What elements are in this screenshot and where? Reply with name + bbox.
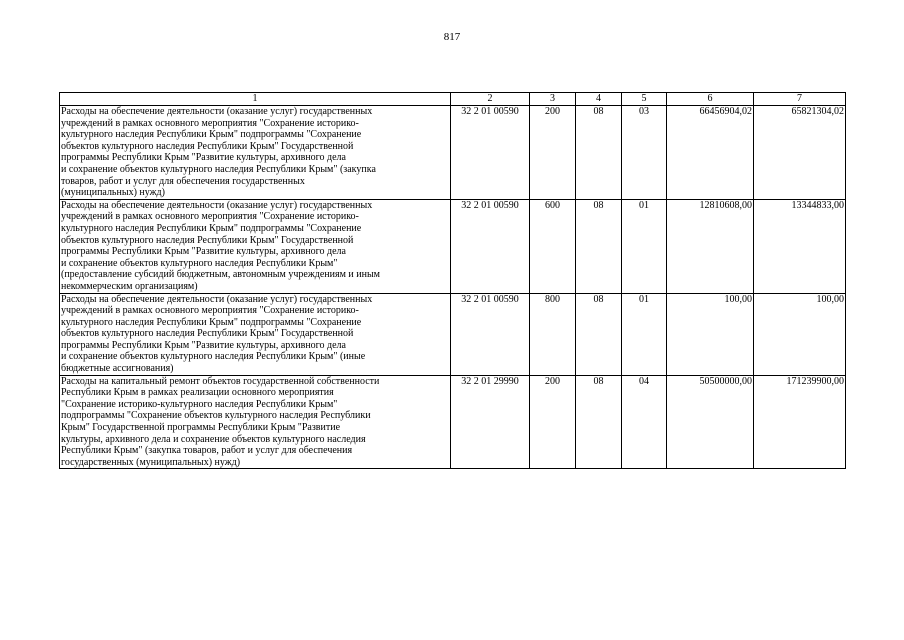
description-line: культурного наследия Республики Крым" подпрограммы "Сохранение xyxy=(61,222,362,234)
expense-type-cell: 200 xyxy=(530,375,576,469)
description-line: Расходы на капитальный ремонт объектов государственной собственности xyxy=(61,375,380,387)
header-cell: 5 xyxy=(622,93,667,106)
description-line: (муниципальных) нужд) xyxy=(61,187,165,199)
description-line: программы Республики Крым "Развитие культуры, архивного дела xyxy=(61,246,346,258)
description-line: и сохранение объектов культурного наследия Республики Крым" (закупка xyxy=(61,163,376,175)
description-line: Республики Крым в рамках реализации основного мероприятия xyxy=(61,387,334,399)
description-line: товаров, работ и услуг для обеспечения государственных xyxy=(61,175,305,187)
description-line: культурного наследия Республики Крым" подпрограммы "Сохранение xyxy=(61,316,362,328)
description-line: и сохранение объектов культурного наследия Республики Крым" (иные xyxy=(61,351,366,363)
subsection-cell: 01 xyxy=(622,293,667,375)
description-line: "Сохранение историко-культурного наследия Республики Крым" xyxy=(61,398,338,410)
code-cell: 32 2 01 00590 xyxy=(451,106,530,200)
description-cell xyxy=(60,106,451,200)
subsection-cell: 01 xyxy=(622,199,667,293)
description-line: учреждений в рамках основного мероприятия "Сохранение историко- xyxy=(61,117,359,129)
expense-type-cell: 600 xyxy=(530,199,576,293)
section-cell: 08 xyxy=(576,106,622,200)
code-cell: 32 2 01 00590 xyxy=(451,199,530,293)
amount-cell: 66456904,02 xyxy=(667,106,754,200)
amount-cell: 171239900,00 xyxy=(754,375,846,469)
amount-cell: 12810608,00 xyxy=(667,199,754,293)
subsection-cell: 04 xyxy=(622,375,667,469)
description-line: объектов культурного наследия Республики Крым" Государственной xyxy=(61,328,354,340)
description-line: Крым" Государственной программы Республики Крым "Развитие xyxy=(61,422,341,434)
description-line: объектов культурного наследия Республики Крым" Государственной xyxy=(61,234,354,246)
description-cell xyxy=(60,293,451,375)
description-line: объектов культурного наследия Республики Крым" Государственной xyxy=(61,140,354,152)
description-line: подпрограммы "Сохранение объектов культурного наследия Республики xyxy=(61,410,371,422)
amount-cell: 50500000,00 xyxy=(667,375,754,469)
description-line: культурного наследия Республики Крым" подпрограммы "Сохранение xyxy=(61,129,362,141)
table-row xyxy=(60,199,846,293)
description-line: бюджетные ассигнования) xyxy=(61,363,174,375)
description-line: учреждений в рамках основного мероприятия "Сохранение историко- xyxy=(61,211,359,223)
amount-cell: 100,00 xyxy=(667,293,754,375)
section-cell: 08 xyxy=(576,293,622,375)
section-cell: 08 xyxy=(576,199,622,293)
budget-table xyxy=(59,92,846,469)
header-cell: 7 xyxy=(754,93,846,106)
description-line: Расходы на обеспечение деятельности (оказание услуг) государственных xyxy=(61,293,373,305)
amount-cell: 100,00 xyxy=(754,293,846,375)
description-line: учреждений в рамках основного мероприятия "Сохранение историко- xyxy=(61,305,359,317)
expense-type-cell: 800 xyxy=(530,293,576,375)
amount-cell: 13344833,00 xyxy=(754,199,846,293)
page-number: 817 xyxy=(443,31,461,43)
section-cell: 08 xyxy=(576,375,622,469)
description-line: Расходы на обеспечение деятельности (оказание услуг) государственных xyxy=(61,199,373,211)
header-cell: 6 xyxy=(667,93,754,106)
table-row xyxy=(60,106,846,200)
description-line: и сохранение объектов культурного наследия Республики Крым" xyxy=(61,257,338,269)
expense-type-cell: 200 xyxy=(530,106,576,200)
description-line: Республики Крым" (закупка товаров, работ и услуг для обеспечения xyxy=(61,445,353,457)
description-line: (предоставление субсидий бюджетным, автономным учреждениям и иным xyxy=(61,269,380,281)
amount-cell: 65821304,02 xyxy=(754,106,846,200)
description-cell xyxy=(60,375,451,469)
table-row xyxy=(60,293,846,375)
code-cell: 32 2 01 29990 xyxy=(451,375,530,469)
header-cell: 1 xyxy=(60,93,451,106)
header-cell: 3 xyxy=(530,93,576,106)
table-row xyxy=(60,375,846,469)
description-line: государственных (муниципальных) нужд) xyxy=(61,456,241,468)
description-line: Расходы на обеспечение деятельности (оказание услуг) государственных xyxy=(61,106,373,117)
header-cell: 4 xyxy=(576,93,622,106)
header-row xyxy=(60,93,846,106)
code-cell: 32 2 01 00590 xyxy=(451,293,530,375)
subsection-cell: 03 xyxy=(622,106,667,200)
description-line: культуры, архивного дела и сохранение объектов культурного наследия xyxy=(61,433,366,445)
description-line: программы Республики Крым "Развитие культуры, архивного дела xyxy=(61,152,346,164)
description-line: программы Республики Крым "Развитие культуры, архивного дела xyxy=(61,339,346,351)
description-cell xyxy=(60,199,451,293)
header-cell: 2 xyxy=(451,93,530,106)
description-line: некоммерческим организациям) xyxy=(61,280,198,292)
